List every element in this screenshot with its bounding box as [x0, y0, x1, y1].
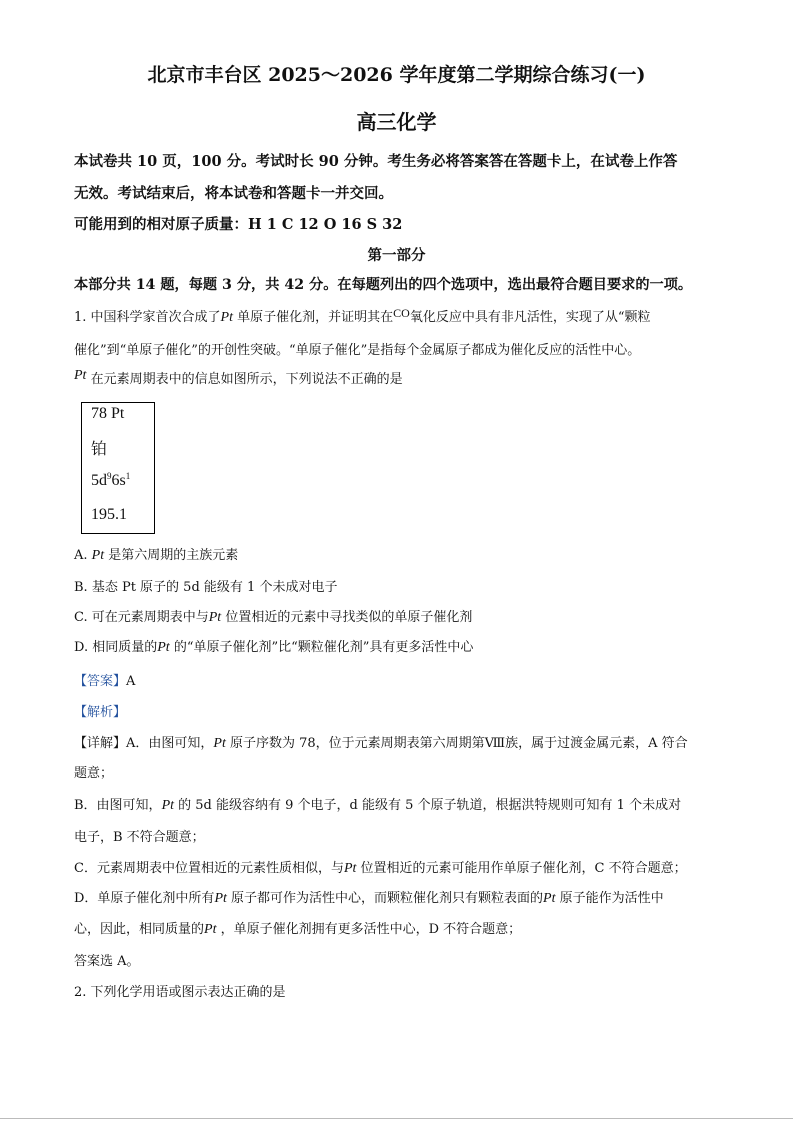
pt-symbol: Pt — [214, 891, 227, 906]
explanation-b-text-b: 的 5d 能级容纳有 9 个电子，d 能级有 5 个原子轨道，根据洪特规则可知有 1 个未成对 — [178, 798, 682, 813]
explanation-a-line-2: 题意； — [74, 766, 114, 781]
option-c-text-b: 位置相近的元素中寻找类似的单原子催化剂 — [225, 610, 473, 625]
q1-stem-line-1 — [74, 306, 650, 326]
element-name: 铂 — [91, 439, 108, 458]
pt-symbol: Pt — [220, 310, 233, 325]
pt-symbol: Pt — [91, 548, 105, 563]
explanation-b-text-a: B．由图可知， — [74, 798, 162, 813]
answer-tag: 【答案】 — [74, 674, 127, 689]
option-a-label: A. — [74, 548, 88, 563]
q1-stem-part-b: 单原子催化剂，并证明其在 — [237, 310, 394, 325]
q1-answer — [74, 670, 135, 689]
q1-stem-part-d: 在元素周期表中的信息如图所示，下列说法不正确的是 — [90, 372, 403, 387]
config-6s-superscript: 1 — [125, 471, 131, 481]
atomic-mass-line: 可能用到的相对原子质量：H 1 C 12 O 16 S 32 — [74, 216, 403, 233]
q1-option-d — [74, 636, 473, 656]
explanation-c-line — [74, 857, 687, 877]
q1-option-b: B. 基态 Pt 原子的 5d 能级有 1 个未成对电子 — [74, 580, 338, 595]
explanation-c-text-a: C．元素周期表中位置相近的元素性质相似，与 — [74, 861, 344, 876]
pt-symbol: Pt — [204, 922, 217, 937]
instructions-line-1: 本试卷共 10 页，100 分。考试时长 90 分钟。考生务必将答案答在答题卡上，在试卷上作答 — [74, 153, 678, 170]
option-d-text-a: D. 相同质量的 — [74, 640, 158, 655]
periodic-table-cell-pt — [81, 402, 155, 534]
explanation-d-text-e: ，单原子催化剂拥有更多活性中心，D 不符合题意； — [220, 922, 522, 937]
explanation-c-text-b: 位置相近的元素可能用作单原子催化剂，C 不符合题意； — [360, 861, 687, 876]
q2-stem: 2. 下列化学用语或图示表达正确的是 — [74, 985, 286, 1000]
explanation-a-line-1 — [74, 732, 688, 752]
explanation-a-text-b: 原子序数为 78，位于元素周期表第六周期第Ⅷ族，属于过渡金属元素，A 符合 — [229, 736, 688, 751]
pt-symbol: Pt — [157, 640, 170, 655]
config-6s: 6s — [111, 472, 126, 489]
explanation-d-text-c: 原子能作为活性中 — [559, 891, 664, 906]
pt-symbol: Pt — [208, 610, 222, 625]
pt-symbol: Pt — [543, 891, 556, 906]
q1-stem-line-3 — [74, 368, 403, 387]
explanation-d-line-2 — [74, 918, 521, 938]
atomic-number-symbol: 78 Pt — [91, 405, 125, 422]
instructions-line-2: 无效。考试结束后，将本试卷和答题卡一并交回。 — [74, 185, 393, 202]
config-5d: 5d — [91, 472, 107, 489]
q1-stem-part-a: 1. 中国科学家首次合成了 — [74, 310, 221, 325]
electron-configuration — [91, 471, 130, 490]
exam-title: 北京市丰台区 2025～2026 学年度第二学期综合练习(一) — [147, 64, 646, 86]
part-description: 本部分共 14 题，每题 3 分，共 42 分。在每题列出的四个选项中，选出最符合题目要求的一项。 — [74, 277, 693, 293]
pt-symbol: Pt — [74, 368, 87, 383]
pt-symbol: Pt — [343, 861, 357, 876]
option-c-text-a: C. 可在元素周期表中与 — [74, 610, 209, 625]
option-a-text: 是第六周期的主族元素 — [108, 548, 239, 563]
q1-option-c — [74, 606, 472, 626]
explanation-d-text-a: D．单原子催化剂中所有 — [74, 891, 215, 906]
analysis-tag: 【解析】 — [74, 705, 127, 720]
explanation-b-line-1 — [74, 794, 681, 814]
answer-conclusion: 答案选 A。 — [74, 954, 140, 969]
part-heading: 第一部分 — [367, 247, 426, 264]
explanation-d-text-d: 心，因此，相同质量的 — [74, 922, 205, 937]
relative-atomic-mass: 195.1 — [91, 506, 127, 523]
q1-stem-part-c: 氧化反应中具有非凡活性，实现了从“颗粒 — [409, 310, 651, 325]
q1-option-a — [74, 544, 238, 564]
subject-title: 高三化学 — [356, 110, 437, 134]
pt-symbol: Pt — [161, 798, 175, 813]
q1-stem-line-2: 催化”到“单原子催化”的开创性突破。“单原子催化”是指每个金属原子都成为催化反应的活性中心。 — [74, 343, 641, 358]
explanation-d-line-1 — [74, 887, 664, 907]
explanation-d-text-b: 原子都可作为活性中心，而颗粒催化剂只有颗粒表面的 — [231, 891, 544, 906]
pt-symbol: Pt — [213, 736, 226, 751]
option-d-text-b: 的“单原子催化剂”比“颗粒催化剂”具有更多活性中心 — [173, 640, 474, 655]
explanation-b-line-2: 电子，B 不符合题意； — [74, 830, 205, 845]
page-bottom-rule — [0, 1118, 793, 1119]
co-formula: CO — [393, 306, 410, 320]
explanation-a-text-a: 【详解】A．由图可知， — [74, 736, 214, 751]
config-5d-superscript: 9 — [107, 471, 112, 481]
answer-value: A — [126, 674, 136, 689]
